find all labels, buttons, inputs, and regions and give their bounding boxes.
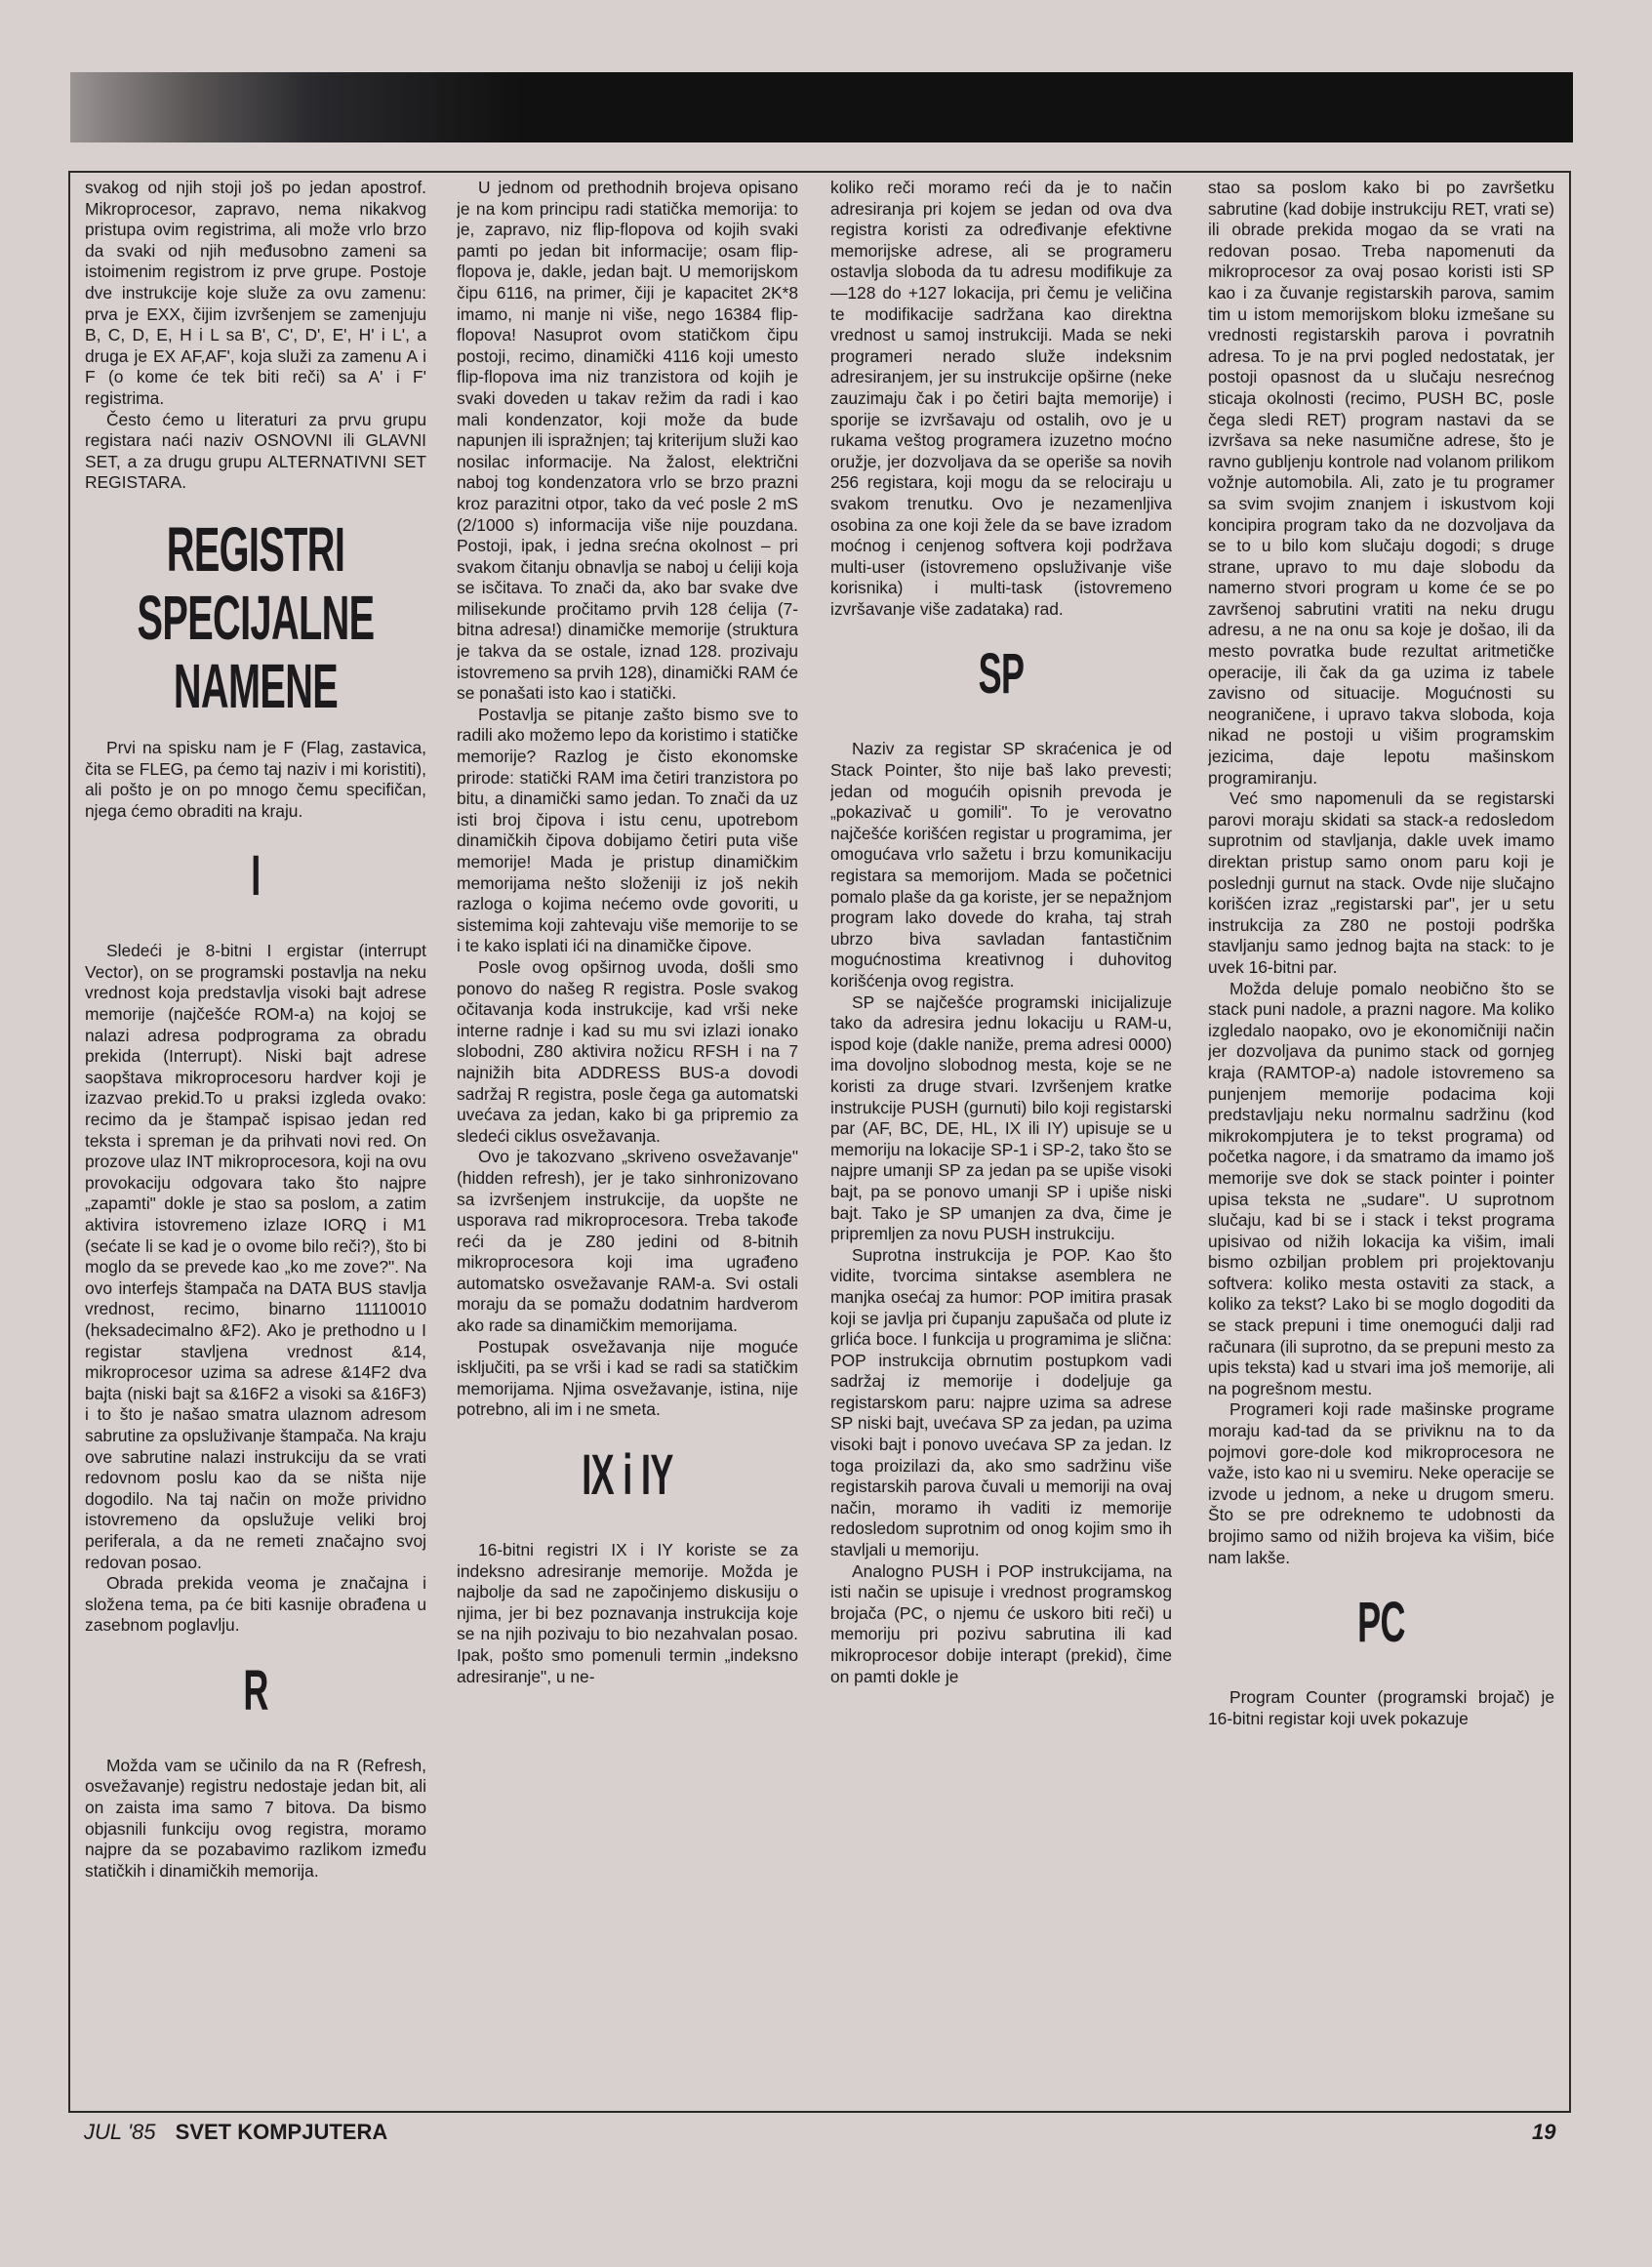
column-2 (457, 178, 798, 2108)
paragraph: Možda deluje pomalo neobično što se stack puni nadole, a prazni nagore. Ma koliko izgledalo naopako, ovo je ekonomičniji način jer dozvoljava da punimo stack od gornjeg kraja (RAMTOP-a) nadole istovremeno sa punjenjem memorije podacima koji predstavljaju neku normalnu sadržinu (kod mikrokompjutera je to tekst programa) od početka nagore, i da smatramo da imamo još memorije sve dok se stack pointer i pointer upisa teksta ne „sudare". U suprotnom slučaju, kad bi se i stack i tekst programa upisivao od nižih lokacija ka višim, imali bismo ozbiljan problem pri projektovanju softvera: koliko mesta ostaviti za stack, a koliko za tekst? Lako bi se moglo dogoditi da se stack prepuni i time onemogući dalji rad računara (ili suprotno, da se prepuni mesto za upis teksta) kad u stvari ima još memorije, ali na pogrešnom mestu. (1208, 978, 1554, 1398)
section-heading-pc: PC (1357, 1591, 1405, 1655)
paragraph: koliko reči moramo reći da je to način adresiranja pri kojem se jedan od ova dva registra koristi za određivanje efektivne memorijske adrese, ali se programeru ostavlja sloboda da tu adresu modifikuje za —128 do +127 lokacija, pri čemu je veličina te modifikacije sadržana kao direktna vrednost u samoj instrukciji. Mada se neki programeri nerado služe indeksnim adresiranjem, jer su instrukcije opširne (neke zauzimaju čak i po četiri bajta memorije) i sporije se izvršavaju od ostalih, ovo je u rukama veštog programera izuzetno moćno oružje, jer dozvoljava da se operiše sa novih 256 registara, koji mogu da se relociraju u svakom trenutku. Ovo je nezamenljiva osobina za one koji žele da se bave izradom moćnog i cenjenog softvera koji podržava multi-user (istovremeno opsluživanje više korisnika) i multi-task (istovremeno izvršavanje više zadataka) rad. (830, 178, 1172, 619)
header-banner-bar (70, 72, 1573, 142)
paragraph: Često ćemo u literaturi za prvu grupu registara naći naziv OSNOVNI ili GLAVNI SET, a za drugu grupu ALTERNATIVNI SET REGISTARA. (85, 409, 426, 493)
column-3 (830, 178, 1172, 2108)
section-heading-sp: SP (978, 642, 1025, 707)
paragraph: Naziv za registar SP skraćenica je od Stack Pointer, što nije baš lako prevesti; jedan od mogućih opisnih prevoda je „pokazivač u gomili". To je verovatno najčešće korišćen registar u programima, jer omogućava vrlo sažetu i brzu komunikaciju registara sa memorijom. Mada se početnici pomalo plaše da ga koriste, jer se nepažnjom program lako dovede do kraha, taj strah ubrzo biva savladan fantastičnim mogućnostima kreativnog i duhovitog korišćenja ovog registra. (830, 739, 1172, 991)
paragraph: SP se najčešće programski inicijalizuje tako da adresira jednu lokaciju u RAM-u, ispod koje (dakle naniže, prema adresi 0000) ima dovoljno slobodnog mesta, koje se ne koristi za druge stvari. Izvršenjem kratke instrukcije PUSH (gurnuti) bilo koji registarski par (AF, BC, DE, HL, IX ili IY) upisuje se u memoriju na lokacije SP-1 i SP-2, tako što se najpre umanji SP za jedan pa se upiše visoki bajt, pa se ponovo umanji SP i upiše niski bajt. Tako je SP umanjen za dva, čime je pripremljen za novu PUSH instrukciju. (830, 992, 1172, 1244)
paragraph: Postavlja se pitanje zašto bismo sve to radili ako možemo lepo da koristimo i statičke memorije? Razlog je čisto ekonomske prirode: statički RAM ima četiri tranzistora po bitu, a dinamički samo jedan. To znači da uz isti broj čipova i istu cenu, upotrebom dinamičkih čipova dobijamo četiri puta više memorije! Mada je pristup dinamičkim memorijama nešto složeniji iz još nekih razloga o kojima nećemo ovde govoriti, u sistemima koji zahtevaju više memorije to se i te kako isplati ići na dinamičke čipove. (457, 704, 798, 956)
paragraph: Sledeći je 8-bitni I ergistar (interrupt Vector), on se programski postavlja na neku vrednost koja predstavlja visoki bajt adrese memorije (najčešće ROM-a) na kojoj se nalazi adresa podprograma za obradu prekida (Interrupt). Niski bajt adrese saopštava mikroprocesoru hardver koji je izazvao prekid.To u praksi izgleda ovako: recimo da je štampač ispisao jedan red teksta i spreman je da prihvati novi red. On prozove ulaz INT mikroprocesora, koji na ovu provokaciju odgovara tako što najpre „zapamti" dokle je stao sa poslom, a zatim aktivira istovremeno izlaze IORQ i M1 (sećate li se kad je o ovome bilo reči?), što bi moglo da se prevede kao „ko me zove?". Na ovo interfejs štampača na DATA BUS stavlja vrednost, recimo, binarno 11110010 (heksadecimalno &F2). Ako je prethodno u I registar stavljena vrednost &14, mikroprocesor uzima sa adrese &14F2 dva bajta (niski bajt sa &16F2 a visoki sa &16F3) i to što je našao smatra ulaznom adresom sabrutine za opsluživanje štampača. Na kraju ove sabrutine nalazi instrukciju da se vrati redovnom poslu kao da se ništa nije dogodilo. Na taj način on može prividno istovremeno da opslužuje veliki broj periferala, a da ne remeti značajno svoj redovan posao. (85, 941, 426, 1572)
paragraph: Postupak osvežavanja nije moguće isključiti, pa se vrši i kad se radi sa statičkim memorijama. Njima osvežavanje, istina, nije potrebno, ali im i ne smeta. (457, 1336, 798, 1420)
paragraph: Programeri koji rade mašinske programe moraju kad-tad da se priviknu na to da pojmovi gore-dole kod mikroprocesora ne važe, isto kao ni u svemiru. Neke operacije se izvode u jednom, a neke u drugom smeru. Što se pre odreknemo te udobnosti da brojimo samo od nižih brojeva ka višim, biće nam lakše. (1208, 1399, 1554, 1567)
section-heading-special-registers: REGISTRI SPECIJALNE NAMENE (137, 513, 375, 721)
section-heading-r: R (243, 1658, 268, 1722)
paragraph: Suprotna instrukcija je POP. Kao što vidite, tvorcima sintakse asemblera ne manjka osećaj za humor: POP imitira prasak koji se javlja pri čupanju zapušača od plute iz grlića boce. I funkcija u programima je slična: POP instrukcija obrnutim postupkom vadi sadržaj iz memorije i dodeljuje ga registarskom paru: najpre uzima sa adrese SP niski bajt, uvećava SP za jedan, pa uzima visoki bajt i ponovo uvećava SP za jedan. Iz toga proizilazi da, ako smo sadržinu više registarskih parova čuvali u memoriji na ovaj način, moramo ih vaditi iz memorije redosledom suprotnim od onog kojim smo ih stavljali u memoriju. (830, 1244, 1172, 1560)
paragraph: U jednom od prethodnih brojeva opisano je na kom principu radi statička memorija: to je, zapravo, niz flip-flopova od kojih svaki pamti po jedan bit informacije; osam flip-flopova je, dakle, jedan bajt. U memorijskom čipu 6116, na primer, čiji je kapacitet 2K*8 imamo, ni manje ni više, nego 16384 flip-flopova! Nasuprot ovom statičkom čipu postoji, recimo, dinamički 4116 koji umesto flip-flopova ima niz tranzistora od kojih je svaki doveden u takav režim da radi i kao mali kondenzator, koji može da bude napunjen ili ispražnjen; taj kriterijum služi kao nosilac informacije. Na žalost, električni naboj tog kondenzatora vrlo se brzo prazni kroz parazitni otpor, tako da već posle 2 mS (2/1000 s) informacija više nije pouzdana. Postoji, ipak, i jedna srećna okolnost – pri svakom čitanju obnavlja se naboj u ćeliji koja se isčitava. To znači da, ako bar svake dve milisekunde pročitamo prvih 128 ćelija (7-bitna adresa!) dinamičke memorije (struktura je takva da se ostale, iznad 128. prozivaju istovremeno sa prvih 128), dinamički RAM će se ponašati isto kao i statički. (457, 178, 798, 704)
paragraph: Posle ovog opširnog uvoda, došli smo ponovo do našeg R registra. Posle svakog očitavanja koda instrukcije, kad vrši neke interne radnje i kad su mu svi izlazi ionako slobodni, Z80 aktivira nožicu RFSH i na 7 najnižih bita ADDRESS BUS-a dovodi sadržaj R registra, posle čega ga automatski uvećava za jedan, kako bi ga pripremio za sledeći ciklus osvežavanja. (457, 956, 798, 1146)
paragraph: 16-bitni registri IX i IY koriste se za indeksno adresiranje memorije. Možda je najbolje da sad ne započinjemo diskusiju o njima, jer bi bez poznavanja instrukcija koje se na njih pozivaju to bio nezahvalan posao. Ipak, pošto smo pomenuli termin „indeksno adresiranje", u ne- (457, 1540, 798, 1686)
magazine-name: SVET KOMPJUTERA (175, 2120, 388, 2144)
paragraph: Prvi na spisku nam je F (Flag, zastavica, čita se FLEG, pa ćemo taj naziv i mi koristiti), ali pošto je on po mnogo čemu specifičan, njega ćemo obraditi na kraju. (85, 737, 426, 821)
paragraph: Možda vam se učinilo da na R (Refresh, osvežavanje) registru nedostaje jedan bit, ali on zaista ima samo 7 bitova. Da bismo objasnili funkciju ovog registra, moramo najpre da se pozabavimo razlikom između statičkih i dinamičkih memorija. (85, 1755, 426, 1881)
column-4 (1208, 178, 1554, 2108)
paragraph: Već smo napomenuli da se registarski parovi moraju skidati sa stack-a redosledom suprotnim od stavljanja, dakle uvek imamo direktan pristup samo onom paru koji je poslednji gurnut na stack. Ovde nije slučajno korišćen izraz „registarski par", jer u setu instrukcija za Z80 ne postoji podrška stavljanju samo jednog bajta na stack: to je uvek 16-bitni par. (1208, 789, 1554, 977)
section-heading-ix-iy: IX i IY (582, 1443, 673, 1508)
paragraph: Program Counter (programski brojač) je 16-bitni registar koji uvek pokazuje (1208, 1687, 1554, 1728)
paragraph: Obrada prekida veoma je značajna i složena tema, pa će biti kasnije obrađena u zasebnom poglavlju. (85, 1573, 426, 1636)
paragraph: svakog od njih stoji još po jedan apostrof. Mikroprocesor, zapravo, nema nikakvog pristupa ovim registrima, ali može vrlo brzo da svaki od njih međusobno zameni sa istoimenim registrom iz prve grupe. Postoje dve instrukcije koje služe za ovu zamenu: prva je EXX, čijim izvršenjem se zamenjuju B, C, D, E, H i L sa B', C', D', E', H' i L', a druga je EX AF,AF', koja služi za zamenu A i F (o kome će tek biti reči) sa A' i F' registrima. (85, 178, 426, 408)
paragraph: stao sa poslom kako bi po završetku sabrutine (kad dobije instrukciju RET, vrati se) ili obrade prekida mogao da se vrati na redovan posao. Treba napomenuti da mikroprocesor za ovaj posao koristi isti SP kao i za čuvanje registarskih parova, samim tim u istom memorijskom bloku izmešane su vrednosti registarskih parova i povratnih adresa. To je na prvi pogled nedostatak, jer postoji opasnost da u slučaju nesrećnog sticaja okolnosti (recimo, PUSH BC, posle čega sledi RET) program nastavi da se izvršava sa neke nasumične adrese, što je ravno gubljenju kontrole nad volanom prilikom vožnje automobila. Ali, zato je tu programer sa svim svojim znanjem i iskustvom koji koncipira program tako da ne dozvoljava da se to u bilo kom slučaju dogodi; s druge strane, upravo to mu daje slobodu da namerno stvori program u kome će se po završenoj sabrutini vratiti na neku drugu adresu, a ne na onu sa koje je došao, ili da mesto povratka bude rezultat aritmetičke operacije, ili čak da ga uzima iz tabele zavisno od situacije. Mogućnosti su neograničene, i upravo takva sloboda, koja nikad ne postoji u višim programskim jezicima, daje lepotu mašinskom programiranju. (1208, 178, 1554, 788)
section-heading-i: I (251, 844, 261, 909)
page-number: 19 (1532, 2120, 1556, 2144)
paragraph: Analogno PUSH i POP instrukcijama, na isti način se upisuje i vrednost programskog brojača (PC, o njemu će uskoro biti reči) u memoriju pri pozivu sabrutina ili kad mikroprocesor dobije interapt (prekid), čime on pamti dokle je (830, 1560, 1172, 1686)
column-1 (85, 178, 426, 2108)
paragraph: Ovo je takozvano „skriveno osvežavanje" (hidden refresh), jer je tako sinhronizovano sa izvršenjem instrukcije, da uopšte ne usporava rad mikroprocesora. Treba takođe reći da je Z80 jedini od 8-bitnih mikroprocesora koji ima ugrađeno automatsko osvežavanje RAM-a. Svi ostali moraju da se pomažu dodatnim hardverom ako rade sa dinamičkim memorijama. (457, 1147, 798, 1336)
issue-date: JUL '85 (84, 2120, 156, 2144)
footer-issue (84, 2120, 387, 2145)
